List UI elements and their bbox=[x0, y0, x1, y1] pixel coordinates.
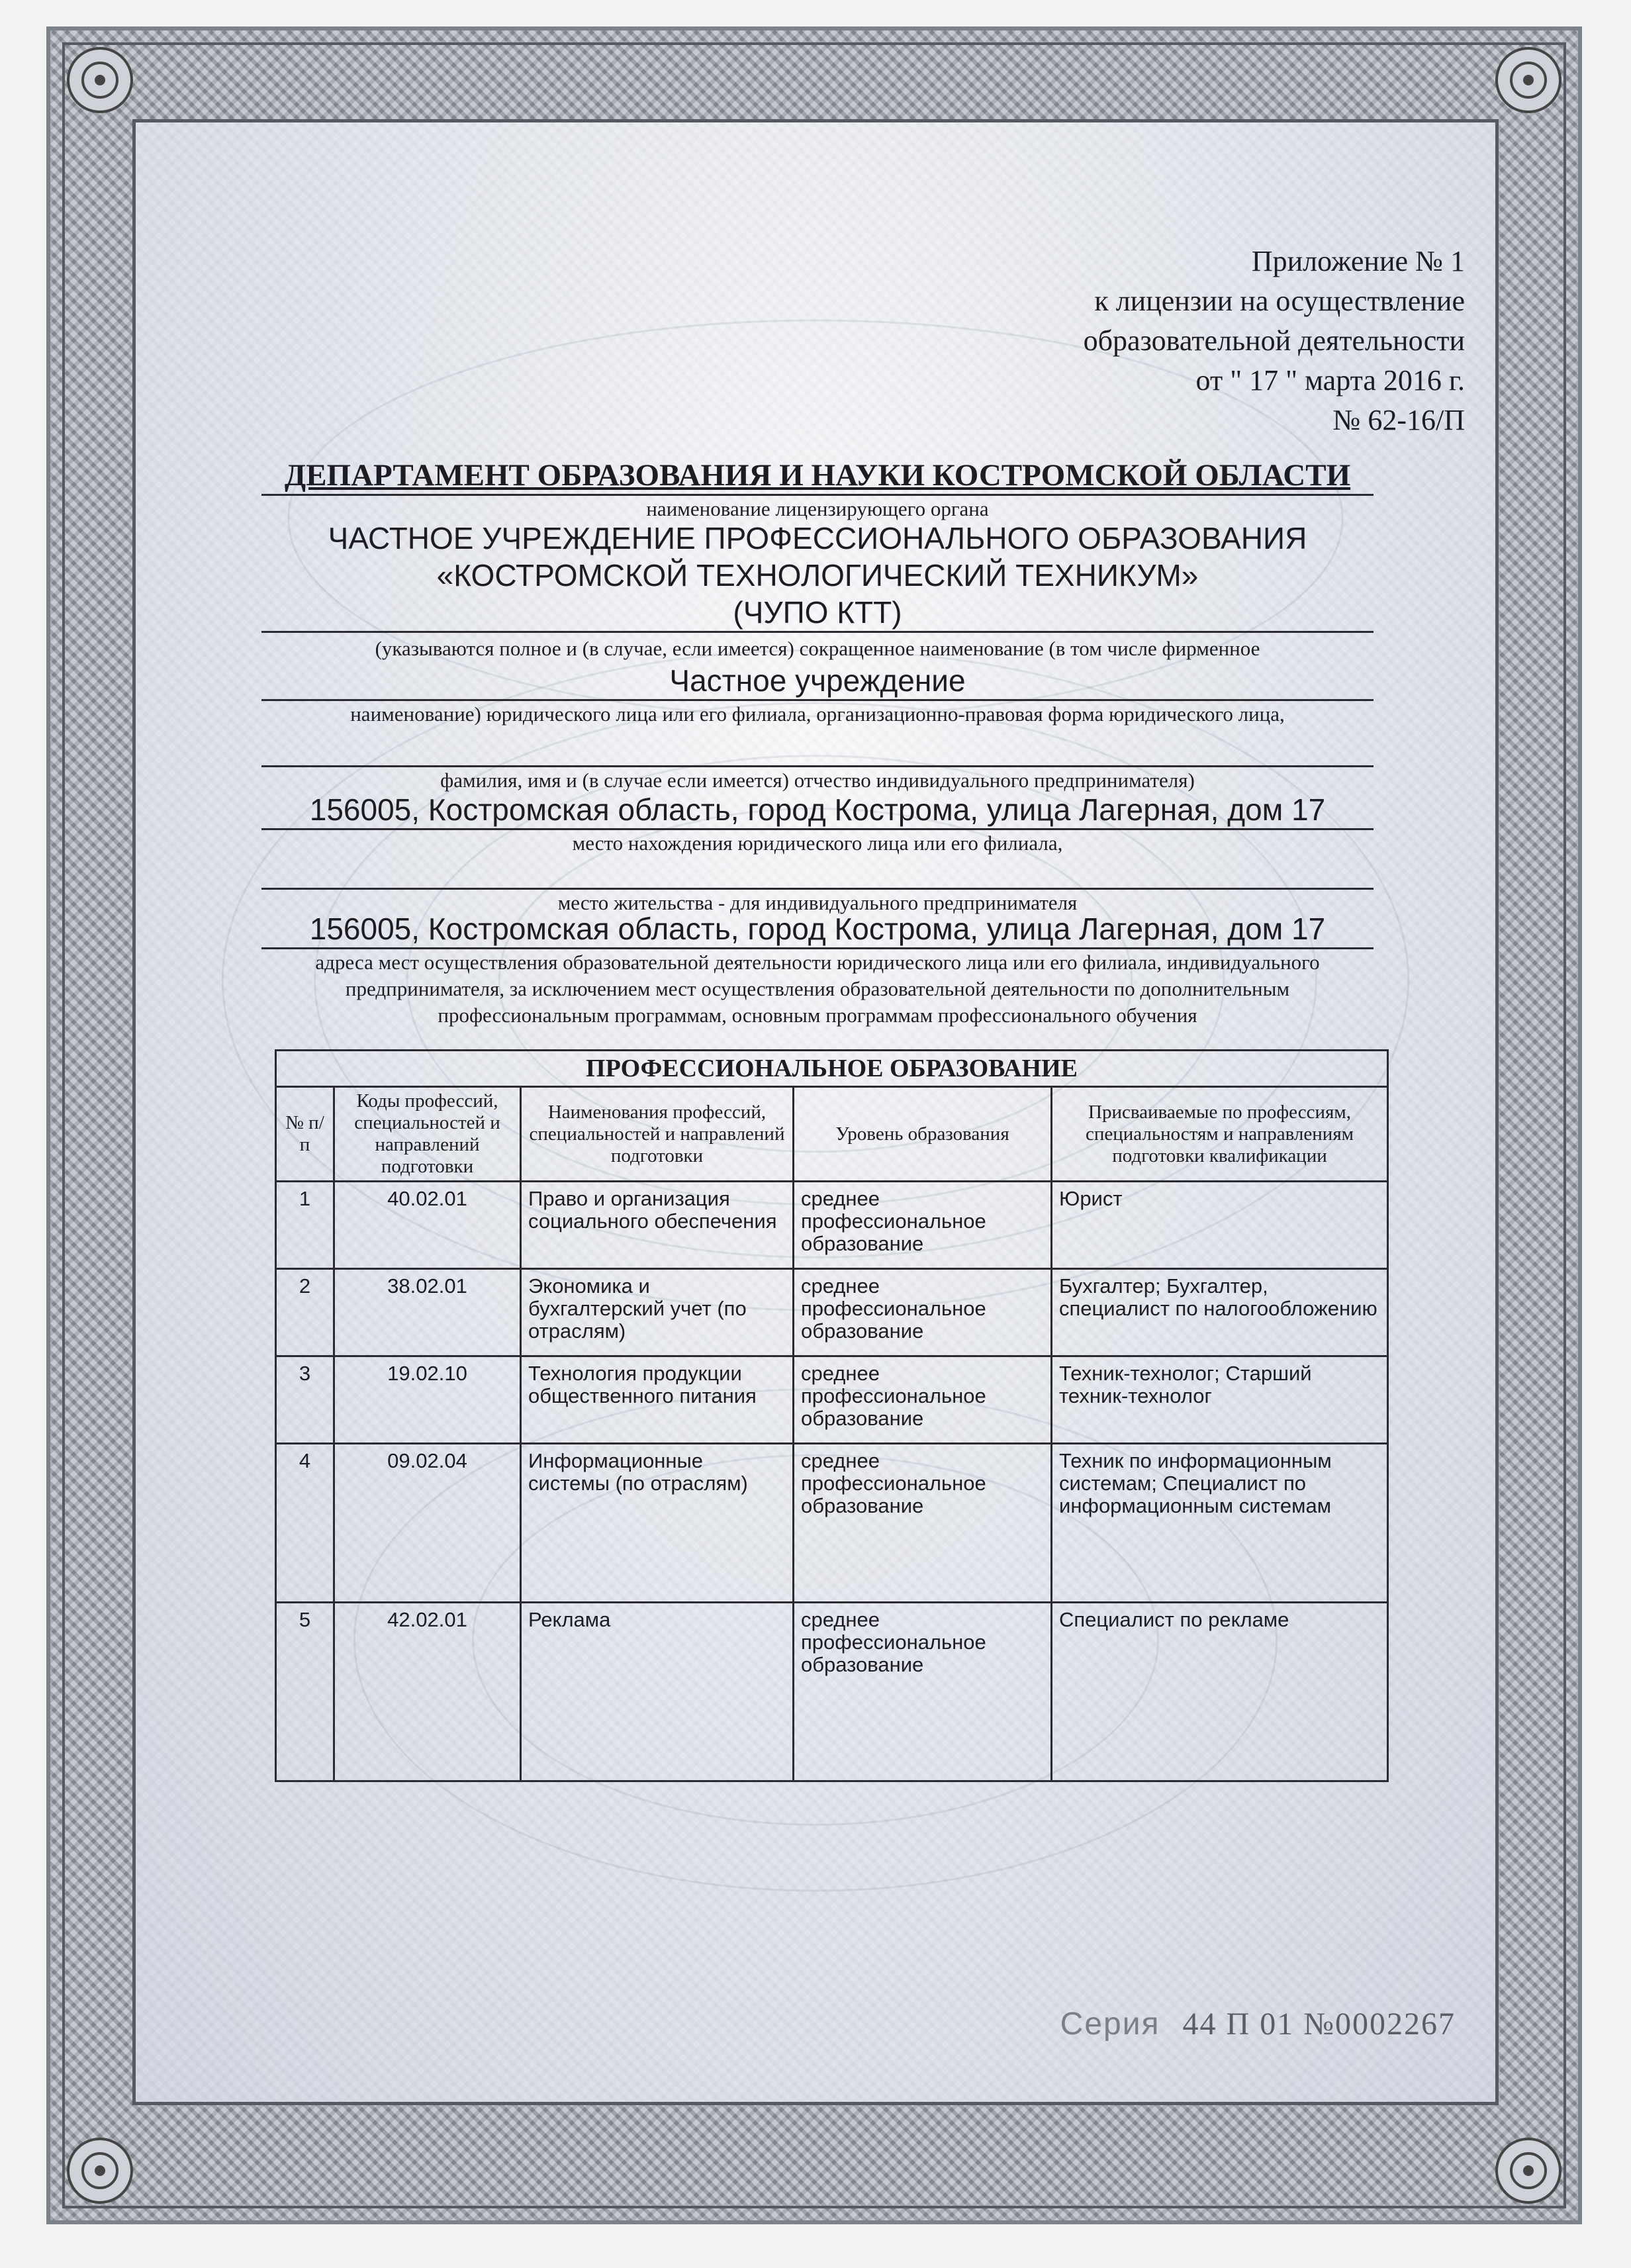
row-level: среднее профессиональное образование bbox=[794, 1444, 1052, 1603]
row-name: Право и организация социального обеспечения bbox=[521, 1182, 794, 1269]
activity-address-caption-2: предпринимателя, за исключением мест осуществления образовательной деятельности по дополнительным bbox=[345, 977, 1290, 1000]
header-names: Наименования профессий, специальностей и направлений подготовки bbox=[521, 1087, 794, 1182]
organization-short-name: (ЧУПО КТТ) bbox=[261, 594, 1374, 633]
header-qualification: Присваиваемые по профессиям, специальностям и направлениям подготовки квалификации bbox=[1052, 1087, 1388, 1182]
header-codes: Коды профессий, специальностей и направлений подготовки bbox=[334, 1087, 521, 1182]
series-number-block bbox=[1060, 2006, 1456, 2042]
entrepreneur-caption: фамилия, имя и (в случае если имеется) отчество индивидуального предпринимателя) bbox=[440, 769, 1195, 792]
entrepreneur-value bbox=[261, 728, 1374, 767]
residence-field bbox=[261, 851, 1374, 916]
ornament-rosette-icon bbox=[1492, 2134, 1565, 2207]
entrepreneur-field bbox=[261, 728, 1374, 794]
row-code: 09.02.04 bbox=[334, 1444, 521, 1603]
appendix-reg-number: № 62-16/П bbox=[1332, 404, 1465, 436]
table-row bbox=[276, 1269, 1388, 1356]
appendix-number: Приложение № 1 bbox=[1251, 245, 1465, 277]
ornament-rosette-icon bbox=[64, 44, 136, 117]
table-title-row bbox=[276, 1051, 1388, 1087]
header-level: Уровень образования bbox=[794, 1087, 1052, 1182]
row-qualification: Техник-технолог; Старший техник-технолог bbox=[1052, 1356, 1388, 1444]
document-content bbox=[136, 122, 1495, 2102]
series-label: Серия bbox=[1060, 2007, 1160, 2042]
activity-address-value: 156005, Костромская область, город Кострома, улица Лагерная, дом 17 bbox=[261, 910, 1374, 949]
location-field bbox=[261, 791, 1374, 857]
row-num: 5 bbox=[276, 1603, 334, 1781]
row-name: Реклама bbox=[521, 1603, 794, 1781]
appendix-date: от " 17 " марта 2016 г. bbox=[1195, 364, 1465, 397]
appendix-license-ref: к лицензии на осуществление bbox=[1094, 285, 1465, 317]
table-title: ПРОФЕССИОНАЛЬНОЕ ОБРАЗОВАНИЕ bbox=[276, 1051, 1388, 1087]
row-qualification: Бухгалтер; Бухгалтер, специалист по налогообложению bbox=[1052, 1269, 1388, 1356]
authority-caption: наименование лицензирующего органа bbox=[261, 494, 1374, 522]
series-number: 44 П 01 №0002267 bbox=[1182, 2007, 1456, 2042]
appendix-header bbox=[869, 242, 1465, 440]
row-level: среднее профессиональное образование bbox=[794, 1356, 1052, 1444]
row-code: 40.02.01 bbox=[334, 1182, 521, 1269]
header-num: № п/п bbox=[276, 1087, 334, 1182]
authority-field bbox=[261, 457, 1374, 522]
row-level: среднее профессиональное образование bbox=[794, 1603, 1052, 1781]
residence-value bbox=[261, 851, 1374, 890]
organization-caption: (указываются полное и (в случае, если имеется) сокращенное наименование (в том числе фирменное bbox=[375, 637, 1260, 660]
row-code: 38.02.01 bbox=[334, 1269, 521, 1356]
row-num: 4 bbox=[276, 1444, 334, 1603]
table-header-row bbox=[276, 1087, 1388, 1182]
row-qualification: Специалист по рекламе bbox=[1052, 1603, 1388, 1781]
legal-form-caption: наименование) юридического лица или его филиала, организационно-правовая форма юридического лица, bbox=[350, 702, 1285, 726]
row-name: Технология продукции общественного питания bbox=[521, 1356, 794, 1444]
row-name: Экономика и бухгалтерский учет (по отраслям) bbox=[521, 1269, 794, 1356]
row-num: 2 bbox=[276, 1269, 334, 1356]
row-code: 19.02.10 bbox=[334, 1356, 521, 1444]
row-level: среднее профессиональное образование bbox=[794, 1269, 1052, 1356]
table-row bbox=[276, 1182, 1388, 1269]
professions-table bbox=[275, 1049, 1389, 1782]
row-code: 42.02.01 bbox=[334, 1603, 521, 1781]
document-panel bbox=[132, 119, 1499, 2105]
row-num: 3 bbox=[276, 1356, 334, 1444]
table-row bbox=[276, 1603, 1388, 1781]
row-qualification: Юрист bbox=[1052, 1182, 1388, 1269]
organization-name-line2: «КОСТРОМСКОЙ ТЕХНОЛОГИЧЕСКИЙ ТЕХНИКУМ» bbox=[436, 558, 1199, 592]
activity-address-caption-1: адреса мест осуществления образовательной деятельности юридического лица или его филиала, индивидуального bbox=[315, 951, 1320, 974]
row-num: 1 bbox=[276, 1182, 334, 1269]
ornament-rosette-icon bbox=[64, 2134, 136, 2207]
authority-name: ДЕПАРТАМЕНТ ОБРАЗОВАНИЯ И НАУКИ КОСТРОМСКОЙ ОБЛАСТИ bbox=[284, 458, 1351, 493]
location-caption: место нахождения юридического лица или его филиала, bbox=[572, 831, 1063, 855]
row-level: среднее профессиональное образование bbox=[794, 1182, 1052, 1269]
organization-name-line1: ЧАСТНОЕ УЧРЕЖДЕНИЕ ПРОФЕССИОНАЛЬНОГО ОБРАЗОВАНИЯ bbox=[328, 521, 1307, 555]
activity-address-field bbox=[261, 910, 1374, 1029]
organization-caption-field bbox=[261, 636, 1374, 662]
table-row bbox=[276, 1356, 1388, 1444]
legal-form-field bbox=[261, 662, 1374, 728]
row-qualification: Техник по информационным системам; Специалист по информационным системам bbox=[1052, 1444, 1388, 1603]
ornament-rosette-icon bbox=[1492, 44, 1565, 117]
activity-address-caption-3: профессиональным программам, основным программам профессионального обучения bbox=[438, 1004, 1197, 1027]
location-value: 156005, Костромская область, город Кострома, улица Лагерная, дом 17 bbox=[261, 791, 1374, 830]
table-row bbox=[276, 1444, 1388, 1603]
residence-caption: место жительства - для индивидуального предпринимателя bbox=[557, 891, 1078, 914]
row-name: Информационные системы (по отраслям) bbox=[521, 1444, 794, 1603]
appendix-activity: образовательной деятельности bbox=[1083, 324, 1465, 357]
legal-form-value: Частное учреждение bbox=[261, 662, 1374, 701]
organization-field bbox=[261, 520, 1374, 633]
